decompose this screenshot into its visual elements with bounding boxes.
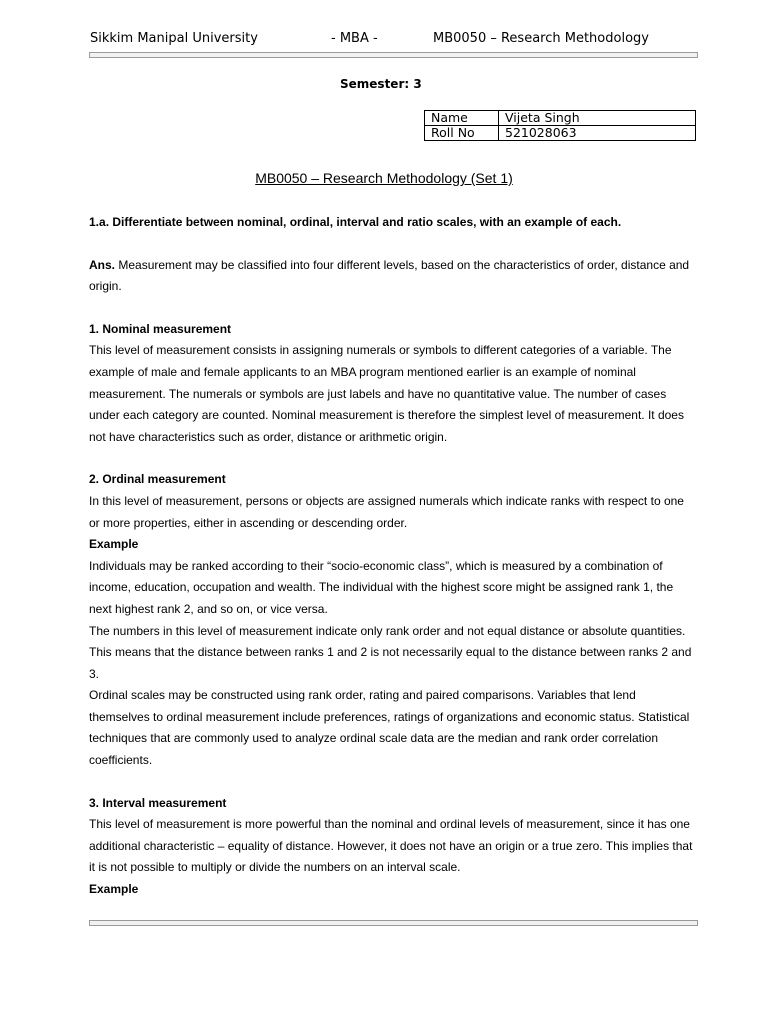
- answer-intro-text: Measurement may be classified into four different levels, based on the characteristics of order, distance and origin.: [89, 257, 690, 294]
- question-text: . Differentiate between nominal, ordinal, interval and ratio scales, with an example of each.: [105, 215, 622, 229]
- paragraph: Ordinal scales may be constructed using rank order, rating and paired comparisons. Variables that lend themselves to ordinal measurement include preferences, ratings of organizations and economic status. Statistical techniques that are commonly used to analyze ordinal scale data are the median and rank order correlation coefficients.: [89, 688, 690, 768]
- student-info-table: [424, 110, 696, 141]
- header-rule: [89, 52, 698, 58]
- section-heading-nominal: 1. Nominal measurement: [89, 321, 232, 336]
- document-title: MB0050 – Research Methodology (Set 1): [255, 170, 513, 186]
- paragraph: This level of measurement consists in assigning numerals or symbols to different categories of a variable. The example of male and female applicants to an MBA program mentioned earlier is an example of nominal measurement. The numerals or symbols are just labels and have no quantitative value. The number of cases under each category are counted. Nominal measurement is therefore the simplest level of measurement. It does not have characteristics such as order, distance or arithmetic origin.: [89, 343, 684, 444]
- table-row: [425, 126, 696, 141]
- answer-label: Ans.: [89, 257, 116, 272]
- document-body: [89, 212, 694, 901]
- question: [89, 212, 694, 234]
- roll-no-label: Roll No: [425, 126, 499, 141]
- section-heading-interval: 3. Interval measurement: [89, 795, 227, 810]
- example-label: Example: [89, 882, 139, 897]
- paragraph: In this level of measurement, persons or objects are assigned numerals which indicate ranks with respect to one or more properties, either in ascending or descending order.: [89, 493, 684, 530]
- semester-label: Semester: 3: [340, 77, 422, 91]
- header-university: Sikkim Manipal University: [90, 31, 258, 46]
- header-program: - MBA -: [331, 31, 378, 46]
- paragraph: Individuals may be ranked according to their “socio-economic class”, which is measured by a combination of income, education, occupation and wealth. The individual with the highest score might be assigned rank 1, the next highest rank 2, and so on, or vice versa.: [89, 558, 674, 616]
- roll-no-value: 521028063: [499, 126, 696, 141]
- header-course: MB0050 – Research Methodology: [433, 31, 649, 46]
- question-number: 1.a: [89, 215, 106, 229]
- name-value: Vijeta Singh: [499, 111, 696, 126]
- section-heading-ordinal: 2. Ordinal measurement: [89, 472, 226, 487]
- example-label: Example: [89, 537, 139, 552]
- answer-intro: [89, 255, 694, 298]
- name-label: Name: [425, 111, 499, 126]
- paragraph: The numbers in this level of measurement indicate only rank order and not equal distance or absolute quantities. This means that the distance between ranks 1 and 2 is not necessarily equal to the distance between ranks 2 and 3.: [89, 623, 692, 681]
- table-row: [425, 111, 696, 126]
- footer-rule: [89, 920, 698, 926]
- paragraph: This level of measurement is more powerful than the nominal and ordinal levels of measurement, since it has one additional characteristic – equality of distance. However, it does not have an origin or a true zero. This implies that it is not possible to multiply or divide the numbers on an interval scale.: [89, 817, 693, 875]
